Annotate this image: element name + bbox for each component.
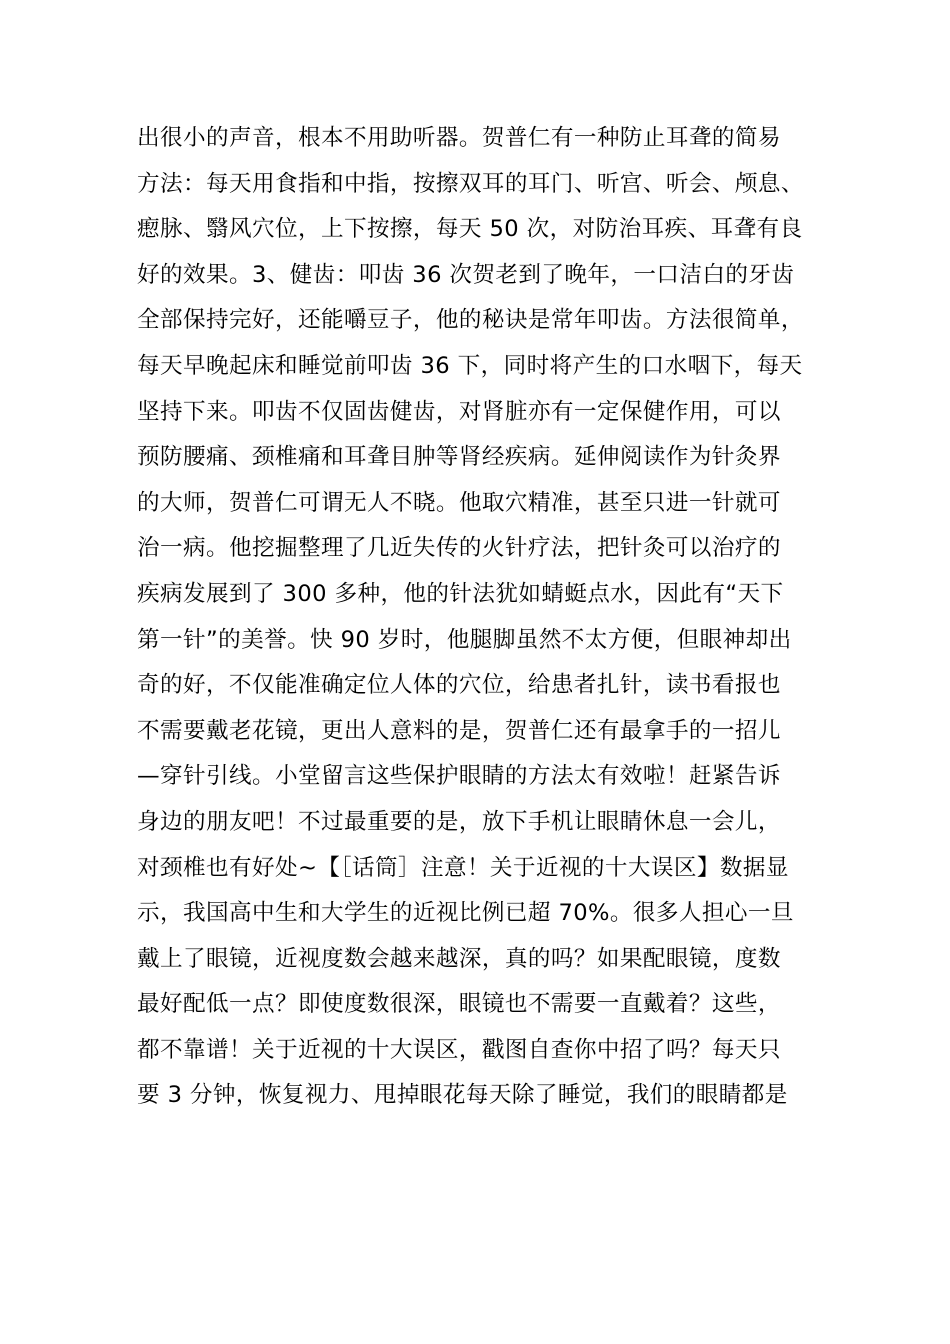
text-line: 最好配低一点？即使度数很深，眼镜也不需要一直戴着？这些， [137,991,781,1018]
text-line: 要 3 分钟，恢复视力、甩掉眼花每天除了睡觉，我们的眼睛都是 [137,1082,788,1109]
text-line: 戴上了眼镜，近视度数会越来越深，真的吗？如果配眼镜，度数 [137,945,781,972]
text-line: 全部保持完好，还能嚼豆子，他的秘诀是常年叩齿。方法很简单， [137,307,804,334]
text-line: 身边的朋友吧！不过最重要的是，放下手机让眼睛休息一会儿， [137,808,781,835]
text-line: 不需要戴老花镜，更出人意料的是，贺普仁还有最拿手的一招儿 [137,717,781,744]
body-text [137,116,817,1119]
text-line: 奇的好，不仅能准确定位人体的穴位，给患者扎针，读书看报也 [137,672,781,699]
text-line: 的大师，贺普仁可谓无人不晓。他取穴精准，甚至只进一针就可 [137,489,781,516]
text-line: 都不靠谱！关于近视的十大误区，戳图自查你中招了吗？每天只 [137,1036,781,1063]
text-line: 出很小的声音，根本不用助听器。贺普仁有一种防止耳聋的简易 [137,125,781,151]
text-line: 治一病。他挖掘整理了几近失传的火针疗法，把针灸可以治疗的 [137,535,781,562]
text-line: 每天早晚起床和睡觉前叩齿 36 下，同时将产生的口水咽下，每天 [137,352,803,379]
text-line: 瘛脉、翳风穴位，上下按擦，每天 50 次，对防治耳疾、耳聋有良 [137,216,803,243]
text-line: 方法：每天用食指和中指，按擦双耳的耳门、听宫、听会、颅息、 [137,170,804,197]
text-line: 好的效果。3、健齿：叩齿 36 次贺老到了晚年，一口洁白的牙齿 [137,261,795,288]
text-line: 预防腰痛、颈椎痛和耳聋目肿等肾经疾病。延伸阅读作为针灸界 [137,444,781,471]
text-line: —穿针引线。小堂留言这些保护眼睛的方法太有效啦！赶紧告诉 [137,763,781,790]
text-line: 坚持下来。叩齿不仅固齿健齿，对肾脏亦有一定保健作用，可以 [137,398,781,425]
text-line: 对颈椎也有好处~【［话筒］注意！关于近视的十大误区】数据显 [137,854,789,881]
text-line: 第一针”的美誉。快 90 岁时，他腿脚虽然不太方便，但眼神却出 [137,626,792,653]
text-line: 疾病发展到了 300 多种，他的针法犹如蜻蜓点水，因此有“天下 [137,580,784,607]
text-line: 示，我国高中生和大学生的近视比例已超 70%。很多人担心一旦 [137,900,794,927]
